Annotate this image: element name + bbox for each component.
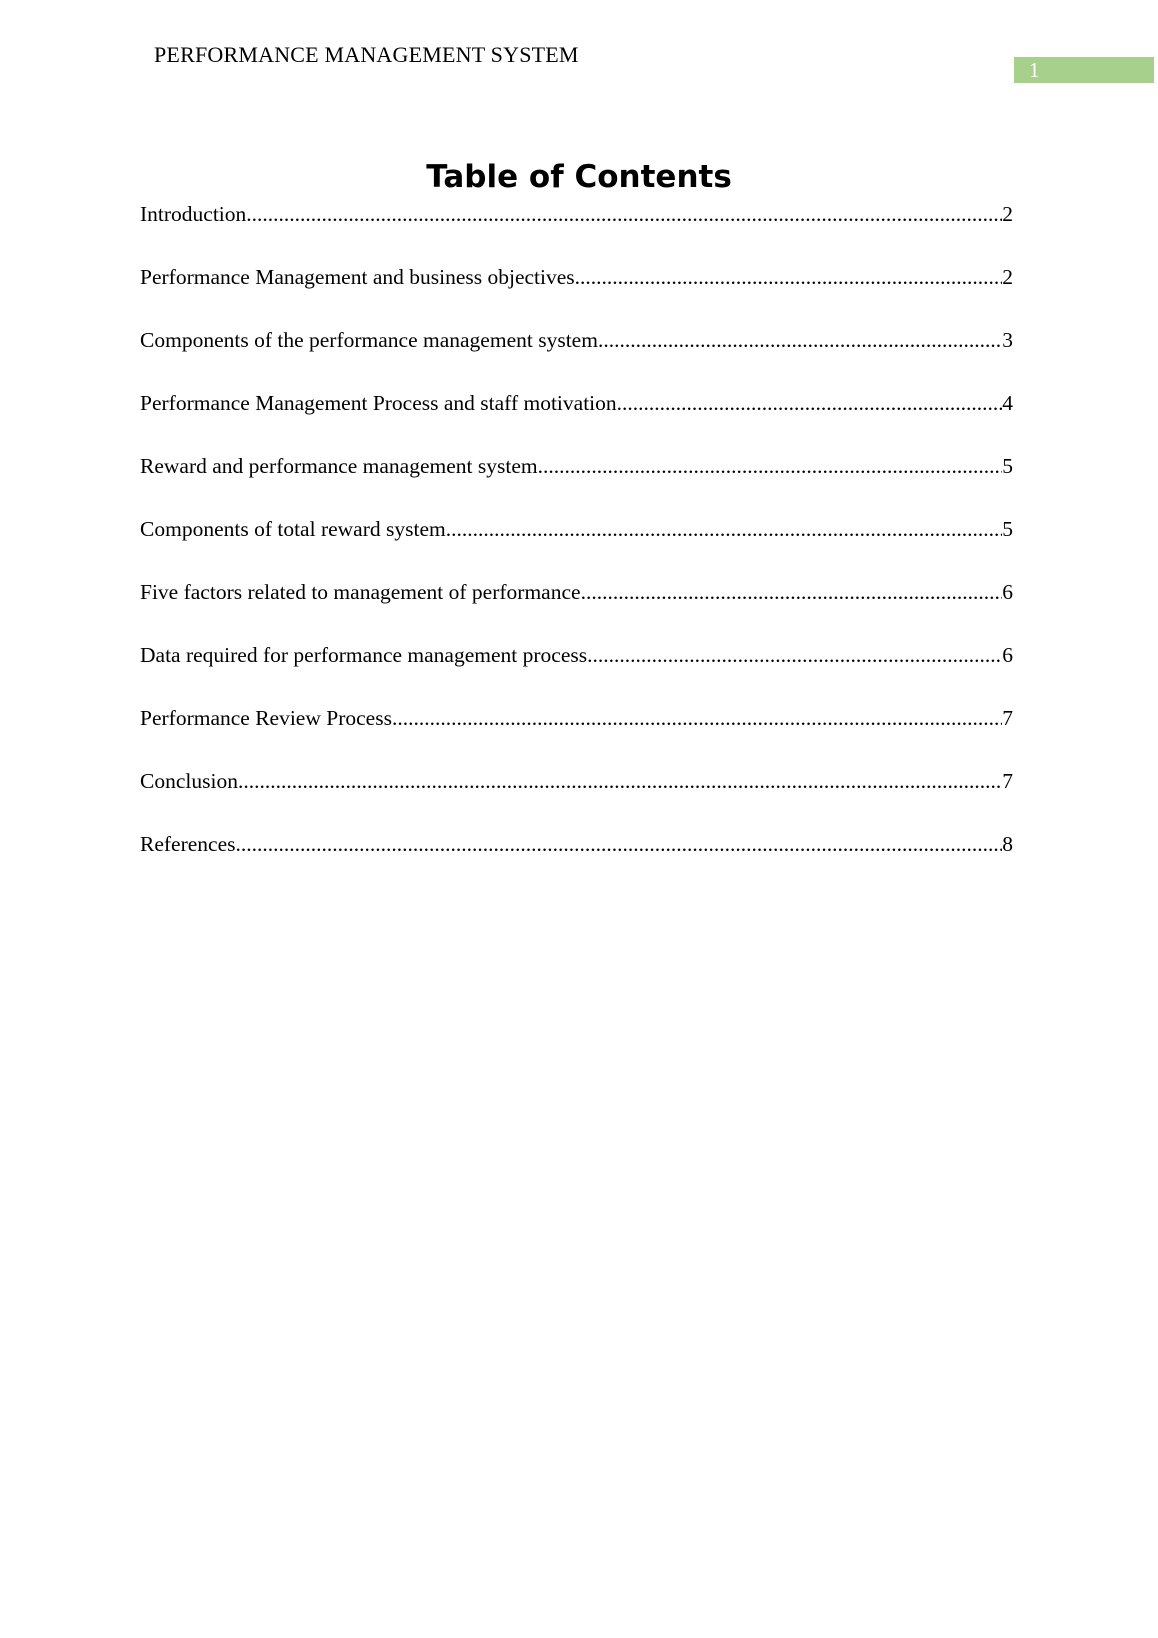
toc-entry-text: Performance Management Process and staff motivation — [140, 391, 617, 415]
toc-entry-text: Introduction — [140, 202, 247, 226]
toc-entry-page: 2 — [1002, 265, 1013, 289]
toc-entry-review-process[interactable] — [140, 704, 1013, 767]
table-of-contents — [140, 200, 1013, 893]
toc-entry-system-components[interactable] — [140, 326, 1013, 389]
toc-entry-conclusion[interactable] — [140, 767, 1013, 830]
toc-entry-page: 5 — [1002, 454, 1013, 478]
toc-entry-page: 5 — [1002, 517, 1013, 541]
toc-leader-dots — [392, 704, 1002, 732]
page-number: 1 — [1029, 58, 1040, 82]
toc-entry-total-reward[interactable] — [140, 515, 1013, 578]
toc-entry-text: References — [140, 832, 236, 856]
toc-entry-data-required[interactable] — [140, 641, 1013, 704]
toc-leader-dots — [617, 389, 1003, 417]
toc-entry-reward-system[interactable] — [140, 452, 1013, 515]
toc-entry-text: Conclusion — [140, 769, 238, 793]
toc-entry-text: Reward and performance management system — [140, 454, 538, 478]
toc-leader-dots — [575, 263, 1003, 291]
toc-entry-page: 4 — [1002, 391, 1013, 415]
toc-entry-page: 6 — [1002, 580, 1013, 604]
toc-entry-text: Performance Management and business objectives — [140, 265, 575, 289]
toc-entry-introduction[interactable] — [140, 200, 1013, 263]
toc-leader-dots — [538, 452, 1003, 480]
toc-entry-page: 3 — [1002, 328, 1013, 352]
toc-entry-text: Components of the performance management system — [140, 328, 598, 352]
toc-entry-references[interactable] — [140, 830, 1013, 893]
toc-leader-dots — [246, 200, 1002, 228]
toc-entry-text: Components of total reward system — [140, 517, 446, 541]
toc-entry-text: Data required for performance management process — [140, 643, 588, 667]
toc-entry-process-motivation[interactable] — [140, 389, 1013, 452]
toc-entry-page: 6 — [1002, 643, 1013, 667]
toc-leader-dots — [581, 578, 1003, 606]
toc-entry-page: 8 — [1002, 832, 1013, 856]
toc-entry-text: Performance Review Process — [140, 706, 392, 730]
toc-leader-dots — [236, 830, 1003, 858]
toc-leader-dots — [446, 515, 1003, 543]
toc-leader-dots — [238, 767, 1002, 795]
toc-entry-business-objectives[interactable] — [140, 263, 1013, 326]
running-header: PERFORMANCE MANAGEMENT SYSTEM — [154, 42, 579, 67]
toc-entry-page: 2 — [1002, 202, 1013, 226]
toc-heading: Table of Contents — [426, 159, 732, 195]
toc-entry-text: Five factors related to management of performance — [140, 580, 581, 604]
toc-leader-dots — [587, 641, 1002, 669]
toc-leader-dots — [598, 326, 1002, 354]
toc-entry-page: 7 — [1002, 769, 1013, 793]
toc-entry-five-factors[interactable] — [140, 578, 1013, 641]
toc-entry-page: 7 — [1002, 706, 1013, 730]
page-number-badge — [1014, 57, 1154, 83]
